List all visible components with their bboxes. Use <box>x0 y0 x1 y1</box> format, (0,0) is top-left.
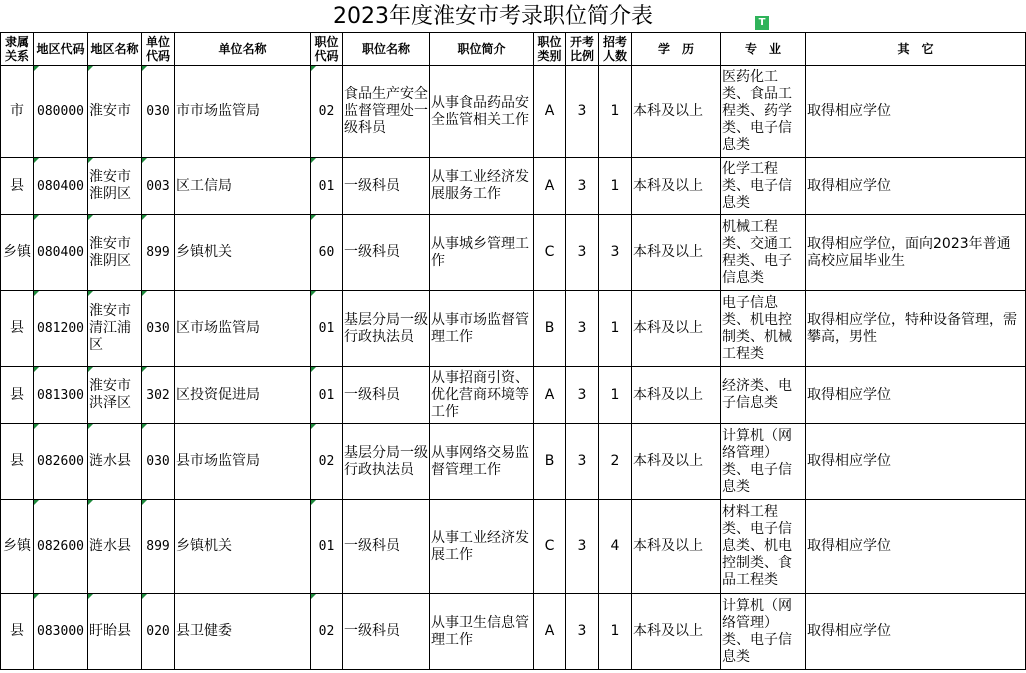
cell-pos-desc[interactable]: 从事市场监督管理工作 <box>430 291 534 367</box>
cell-ratio[interactable]: 3 <box>566 158 599 215</box>
cell-ratio[interactable]: 3 <box>566 500 599 594</box>
cell-pos-name[interactable]: 一级科员 <box>343 158 430 215</box>
cell-major[interactable]: 医药化工类、食品工程类、药学类、电子信息类 <box>721 66 806 158</box>
cell-major[interactable]: 化学工程类、电子信息类 <box>721 158 806 215</box>
cell-area-code[interactable]: 083000 <box>34 594 88 670</box>
cell-major[interactable]: 经济类、电子信息类 <box>721 367 806 424</box>
cell-pos-desc[interactable]: 从事城乡管理工作 <box>430 215 534 291</box>
cell-unit-code[interactable]: 302 <box>142 367 175 424</box>
cell-other[interactable]: 取得相应学位 <box>806 594 1026 670</box>
cell-unit-name[interactable]: 乡镇机关 <box>175 215 311 291</box>
header-cell: 专 业 <box>721 33 806 66</box>
page-title: 2023年度淮安市考录职位简介表 <box>333 4 653 29</box>
cell-category[interactable]: A <box>534 594 566 670</box>
table-row <box>1 291 1026 367</box>
cell-area-name[interactable]: 涟水县 <box>88 500 142 594</box>
cell-unit-code[interactable]: 899 <box>142 215 175 291</box>
cell-pos-name[interactable]: 一级科员 <box>343 594 430 670</box>
cell-area-code[interactable]: 080000 <box>34 66 88 158</box>
cell-level[interactable]: 县 <box>1 594 34 670</box>
header-cell: 隶属关系 <box>1 33 34 66</box>
cell-pos-code[interactable]: 01 <box>311 291 343 367</box>
cell-major[interactable]: 电子信息类、机电控制类、机械工程类 <box>721 291 806 367</box>
cell-pos-code[interactable]: 01 <box>311 158 343 215</box>
table-row <box>1 367 1026 424</box>
cell-pos-desc[interactable]: 从事工业经济发展服务工作 <box>430 158 534 215</box>
cell-other[interactable]: 取得相应学位 <box>806 367 1026 424</box>
cell-count[interactable]: 1 <box>599 291 632 367</box>
cell-unit-name[interactable]: 区投资促进局 <box>175 367 311 424</box>
cell-other[interactable]: 取得相应学位 <box>806 158 1026 215</box>
cell-level[interactable]: 县 <box>1 158 34 215</box>
cell-area-name[interactable]: 淮安市淮阴区 <box>88 215 142 291</box>
cell-area-code[interactable]: 080400 <box>34 158 88 215</box>
header-cell: 招考人数 <box>599 33 632 66</box>
header-cell: 其 它 <box>806 33 1026 66</box>
cell-edu[interactable]: 本科及以上 <box>632 500 721 594</box>
cell-unit-name[interactable]: 乡镇机关 <box>175 500 311 594</box>
cell-ratio[interactable]: 3 <box>566 367 599 424</box>
cell-count[interactable]: 3 <box>599 215 632 291</box>
cell-major[interactable]: 计算机（网络管理）类、电子信息类 <box>721 594 806 670</box>
cell-unit-name[interactable]: 区工信局 <box>175 158 311 215</box>
cell-unit-code[interactable]: 003 <box>142 158 175 215</box>
table-row <box>1 500 1026 594</box>
table-row <box>1 424 1026 500</box>
cell-count[interactable]: 4 <box>599 500 632 594</box>
cell-count[interactable]: 1 <box>599 367 632 424</box>
cell-other[interactable]: 取得相应学位 <box>806 66 1026 158</box>
header-cell: 地区名称 <box>88 33 142 66</box>
cell-unit-code[interactable]: 020 <box>142 594 175 670</box>
cell-pos-name[interactable]: 一级科员 <box>343 367 430 424</box>
cell-area-name[interactable]: 淮安市清江浦区 <box>88 291 142 367</box>
positions-table <box>0 32 1026 670</box>
cell-major[interactable]: 材料工程类、电子信息类、机电控制类、食品工程类 <box>721 500 806 594</box>
cell-ratio[interactable]: 3 <box>566 594 599 670</box>
cell-category[interactable]: B <box>534 291 566 367</box>
cell-pos-desc[interactable]: 从事工业经济发展工作 <box>430 500 534 594</box>
cell-area-code[interactable]: 082600 <box>34 424 88 500</box>
cell-unit-name[interactable]: 县市场监管局 <box>175 424 311 500</box>
cell-unit-code[interactable]: 899 <box>142 500 175 594</box>
header-cell: 地区代码 <box>34 33 88 66</box>
table-row <box>1 215 1026 291</box>
cell-unit-code[interactable]: 030 <box>142 424 175 500</box>
cell-ratio[interactable]: 3 <box>566 291 599 367</box>
table-row <box>1 158 1026 215</box>
cell-unit-code[interactable]: 030 <box>142 291 175 367</box>
header-cell: 单位代码 <box>142 33 175 66</box>
cell-area-code[interactable]: 082600 <box>34 500 88 594</box>
cell-category[interactable]: A <box>534 367 566 424</box>
cell-edu[interactable]: 本科及以上 <box>632 424 721 500</box>
cell-pos-code[interactable]: 60 <box>311 215 343 291</box>
cell-pos-desc[interactable]: 从事招商引资、优化营商环境等工作 <box>430 367 534 424</box>
cell-edu[interactable]: 本科及以上 <box>632 215 721 291</box>
cell-other[interactable]: 取得相应学位 <box>806 500 1026 594</box>
cell-category[interactable]: C <box>534 500 566 594</box>
table-header-row <box>1 33 1026 66</box>
cell-pos-name[interactable]: 基层分局一级行政执法员 <box>343 424 430 500</box>
cell-pos-code[interactable]: 02 <box>311 424 343 500</box>
cell-pos-name[interactable]: 食品生产安全监督管理处一级科员 <box>343 66 430 158</box>
cell-edu[interactable]: 本科及以上 <box>632 291 721 367</box>
cell-level[interactable]: 县 <box>1 424 34 500</box>
cell-count[interactable]: 2 <box>599 424 632 500</box>
cell-count[interactable]: 1 <box>599 66 632 158</box>
cell-level[interactable]: 乡镇 <box>1 500 34 594</box>
header-cell: 开考比例 <box>566 33 599 66</box>
table-row <box>1 66 1026 158</box>
cell-edu[interactable]: 本科及以上 <box>632 66 721 158</box>
cell-pos-name[interactable]: 一级科员 <box>343 215 430 291</box>
cell-major[interactable]: 机械工程类、交通工程类、电子信息类 <box>721 215 806 291</box>
cell-area-name[interactable]: 淮安市洪泽区 <box>88 367 142 424</box>
cell-pos-desc[interactable]: 从事卫生信息管理工作 <box>430 594 534 670</box>
cell-area-name[interactable]: 涟水县 <box>88 424 142 500</box>
cell-count[interactable]: 1 <box>599 158 632 215</box>
cell-pos-desc[interactable]: 从事网络交易监督管理工作 <box>430 424 534 500</box>
header-cell: 单位名称 <box>175 33 311 66</box>
cell-major[interactable]: 计算机（网络管理）类、电子信息类 <box>721 424 806 500</box>
cell-category[interactable]: A <box>534 158 566 215</box>
cell-level[interactable]: 县 <box>1 291 34 367</box>
cell-category[interactable]: C <box>534 215 566 291</box>
cell-level[interactable]: 市 <box>1 66 34 158</box>
cell-count[interactable]: 1 <box>599 594 632 670</box>
cell-pos-code[interactable]: 02 <box>311 66 343 158</box>
cell-ratio[interactable]: 3 <box>566 424 599 500</box>
cell-pos-code[interactable]: 02 <box>311 594 343 670</box>
cell-ratio[interactable]: 3 <box>566 66 599 158</box>
table-row <box>1 594 1026 670</box>
cell-unit-name[interactable]: 区市场监管局 <box>175 291 311 367</box>
cell-level[interactable]: 乡镇 <box>1 215 34 291</box>
cell-level[interactable]: 县 <box>1 367 34 424</box>
cell-area-code[interactable]: 080400 <box>34 215 88 291</box>
header-cell: 职位简介 <box>430 33 534 66</box>
cell-area-code[interactable]: 081200 <box>34 291 88 367</box>
header-cell: 职位代码 <box>311 33 343 66</box>
cell-category[interactable]: A <box>534 66 566 158</box>
cell-pos-name[interactable]: 一级科员 <box>343 500 430 594</box>
cell-pos-code[interactable]: 01 <box>311 367 343 424</box>
cell-other[interactable]: 取得相应学位，特种设备管理，需攀高，男性 <box>806 291 1026 367</box>
cell-pos-code[interactable]: 01 <box>311 500 343 594</box>
text-tool-icon[interactable]: T <box>755 16 769 30</box>
cell-unit-name[interactable]: 市市场监管局 <box>175 66 311 158</box>
cell-edu[interactable]: 本科及以上 <box>632 594 721 670</box>
cell-unit-code[interactable]: 030 <box>142 66 175 158</box>
cell-unit-name[interactable]: 县卫健委 <box>175 594 311 670</box>
cell-area-code[interactable]: 081300 <box>34 367 88 424</box>
cell-ratio[interactable]: 3 <box>566 215 599 291</box>
header-cell: 学 历 <box>632 33 721 66</box>
cell-category[interactable]: B <box>534 424 566 500</box>
cell-other[interactable]: 取得相应学位 <box>806 424 1026 500</box>
cell-area-name[interactable]: 淮安市淮阴区 <box>88 158 142 215</box>
cell-pos-name[interactable]: 基层分局一级行政执法员 <box>343 291 430 367</box>
cell-edu[interactable]: 本科及以上 <box>632 367 721 424</box>
cell-area-name[interactable]: 盱眙县 <box>88 594 142 670</box>
cell-other[interactable]: 取得相应学位，面向2023年普通高校应届毕业生 <box>806 215 1026 291</box>
header-cell: 职位名称 <box>343 33 430 66</box>
cell-edu[interactable]: 本科及以上 <box>632 158 721 215</box>
cell-area-name[interactable]: 淮安市 <box>88 66 142 158</box>
header-cell: 职位类别 <box>534 33 566 66</box>
cell-pos-desc[interactable]: 从事食品药品安全监管相关工作 <box>430 66 534 158</box>
